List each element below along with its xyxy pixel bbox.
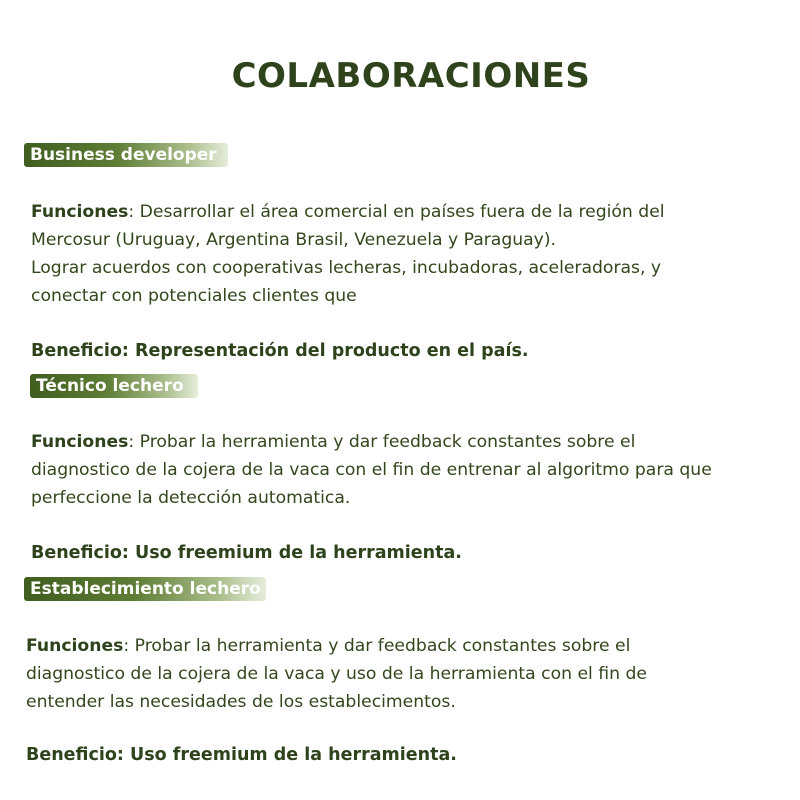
- functions-paragraph-tecnico-lechero: [31, 428, 799, 512]
- functions-label: Funciones: [31, 432, 129, 452]
- benefit-business-developer: Beneficio: Representación del producto en el país.: [31, 341, 529, 361]
- functions-paragraph-establecimiento-lechero: [26, 632, 794, 716]
- role-tag-establecimiento-lechero: Establecimiento lechero: [24, 577, 266, 601]
- benefit-tecnico-lechero: Beneficio: Uso freemium de la herramienta.: [31, 543, 462, 563]
- role-tag-tecnico-lechero: Técnico lechero: [30, 374, 198, 398]
- functions-text: : Probar la herramienta y dar feedback constantes sobre el diagnostico de la cojera de la vaca y uso de la herramienta con el fin de entender las necesidades de los establecimentos.: [26, 636, 647, 712]
- functions-text: : Desarrollar el área comercial en países fuera de la región del Mercosur (Uruguay, Argentina Brasil, Venezuela y Paraguay). Lograr acuerdos con cooperativas lecheras, incubadoras, aceleradoras, y conectar con potenciales clientes que: [31, 202, 665, 306]
- functions-label: Funciones: [31, 202, 129, 222]
- role-tag-business-developer: Business developer: [24, 143, 228, 167]
- benefit-establecimiento-lechero: Beneficio: Uso freemium de la herramienta.: [26, 745, 457, 765]
- functions-paragraph-business-developer: [31, 198, 791, 310]
- functions-text: : Probar la herramienta y dar feedback constantes sobre el diagnostico de la cojera de la vaca con el fin de entrenar al algoritmo para que perfeccione la detección automatica.: [31, 432, 712, 508]
- page-title: COLABORACIONES: [231, 56, 591, 96]
- functions-label: Funciones: [26, 636, 124, 656]
